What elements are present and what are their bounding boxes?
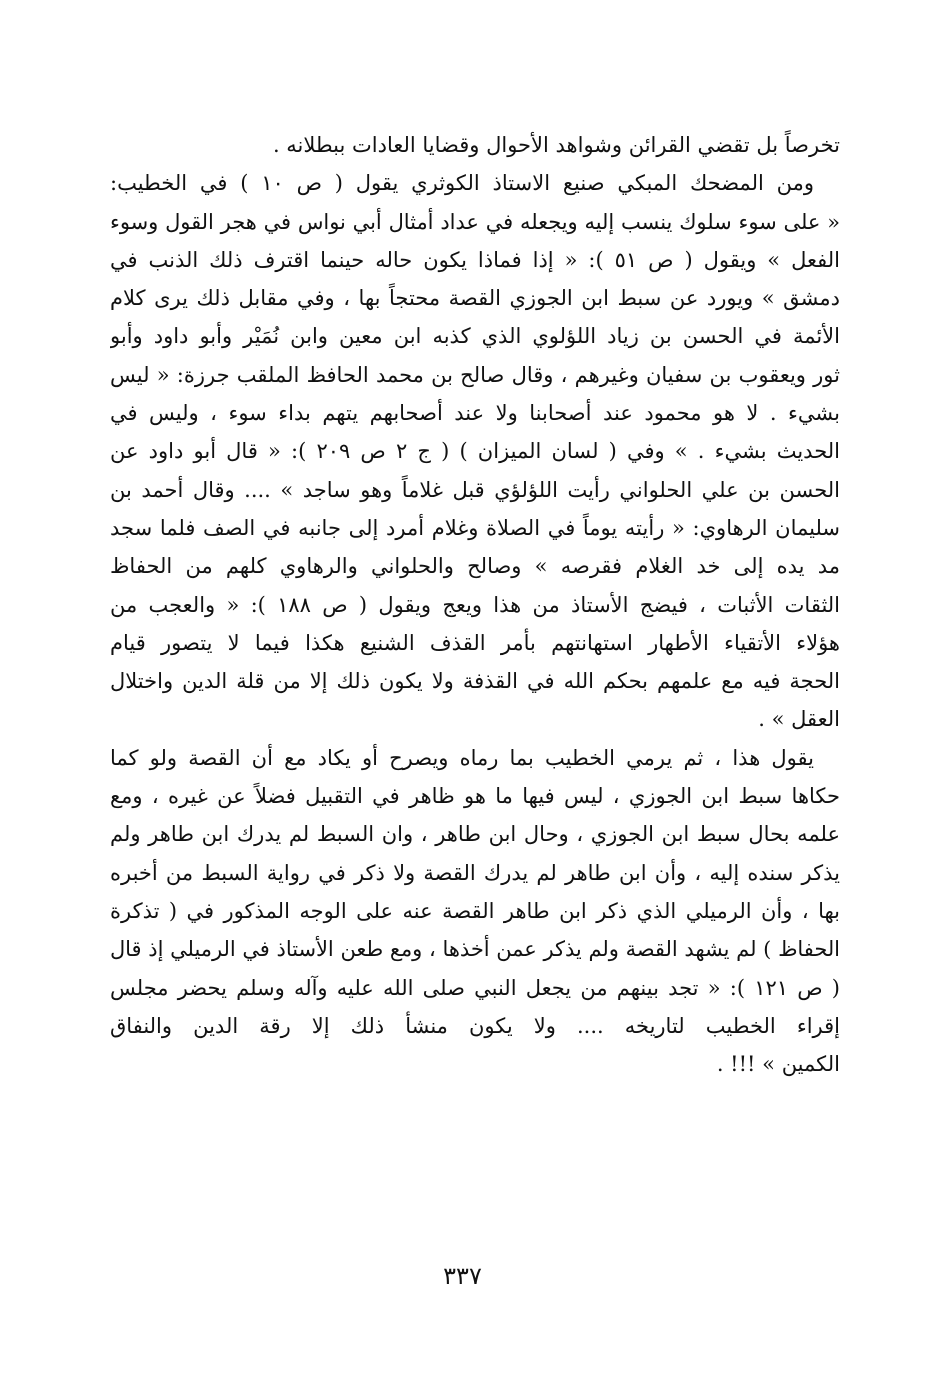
text-line: ومن المضحك المبكي صنيع الاستاذ الكوثري يقول ( ص ١٠ ) في الخطيب: <box>110 171 814 196</box>
text-line: حكاها سبط ابن الجوزي ، ليس فيها ما هو ظاهر في التقبيل فضلاً عن غيره ، ومع <box>110 784 840 809</box>
body-text <box>110 126 840 1083</box>
text-line: الكمين » !!! . <box>716 1052 840 1077</box>
paragraph <box>110 164 840 738</box>
text-line: الحجة فيه مع علمهم بحكم الله في القذفة ولا يكون ذلك إلا من قلة الدين واختلال <box>110 669 840 694</box>
text-line: بها ، وأن الرميلي الذي ذكر ابن طاهر القصة عنه على الوجه المذكور في ( تذكرة <box>110 898 840 923</box>
text-line: إقراء الخطيب لتاريخه .... ولا يكون منشأ ذلك إلا رقة الدين والنفاق <box>110 1013 840 1038</box>
paragraph <box>110 126 840 164</box>
text-line: « على سوء سلوك ينسب إليه ويجعله في عداد أمثال أبي نواس في هجر القول وسوء <box>110 209 840 234</box>
page-number: ٣٣٧ <box>443 1262 482 1290</box>
text-line: علمه بحال سبط ابن الجوزي ، وحال ابن طاهر ، وان السبط لم يدرك ابن طاهر ولم <box>110 822 840 847</box>
text-line: العقل » . <box>758 707 840 732</box>
text-line: الحسن بن علي الحلواني رأيت اللؤلؤي قبل غلاماً وهو ساجد » .... وقال أحمد بن <box>110 477 840 502</box>
text-line: يذكر سنده إليه ، وأن ابن طاهر لم يدرك القصة ولا ذكر في رواية السبط من أخبره <box>110 860 840 885</box>
text-line: الحديث بشيء . » وفي ( لسان الميزان ) ( ج ٢ ص ٢٠٩ ): « قال أبو داود عن <box>110 439 840 464</box>
text-line: سليمان الرهاوي: « رأيته يوماً في الصلاة وغلام أمرد إلى جانبه في الصف فلما سجد <box>110 515 840 540</box>
text-line: الحفاظ ) لم يشهد القصة ولم يذكر عمن أخذها ، ومع طعن الأستاذ في الرميلي إذ قال <box>110 937 840 962</box>
text-line: الفعل » ويقول ( ص ٥١ ): « إذا فماذا يكون حاله حينما اقترف ذلك الذنب في <box>110 247 840 272</box>
text-line: الأئمة في الحسن بن زياد اللؤلوي الذي كذبه ابن معين وابن نُمَيْر وأبو داود وأبو <box>110 324 840 349</box>
text-line: دمشق » ويورد عن سبط ابن الجوزي القصة محتجاً بها ، وفي مقابل ذلك يرى كلام <box>110 286 840 311</box>
text-line: ثور ويعقوب بن سفيان وغيرهم ، وقال صالح بن محمد الحافظ الملقب جرزة: « ليس <box>110 362 840 387</box>
text-line: هؤلاء الأتقياء الأطهار استهانتهم بأمر القذف الشنيع هكذا فيما لا يتصور قيام <box>110 630 840 655</box>
text-line: تخرصاً بل تقضي القرائن وشواهد الأحوال وقضايا العادات ببطلانه . <box>272 133 840 157</box>
paragraph <box>110 739 840 1084</box>
text-line: بشيء . لا هو محمود عند أصحابنا ولا عند أصحابهم يتهم بداء سوء ، وليس في <box>110 401 840 426</box>
text-line: ( ص ١٢١ ): « تجد بينهم من يجعل النبي صلى الله عليه وآله وسلم يحضر مجلس <box>110 975 840 1000</box>
text-line: يقول هذا ، ثم يرمي الخطيب بما رماه ويصرح أو يكاد مع أن القصة ولو كما <box>110 745 814 770</box>
text-line: مد يده إلى خد الغلام فقرصه » وصالح والحلواني والرهاوي كلهم من الحفاظ <box>110 554 840 579</box>
text-line: الثقات الأثبات ، فيضج الأستاذ من هذا ويعج ويقول ( ص ١٨٨ ): « والعجب من <box>110 592 840 617</box>
